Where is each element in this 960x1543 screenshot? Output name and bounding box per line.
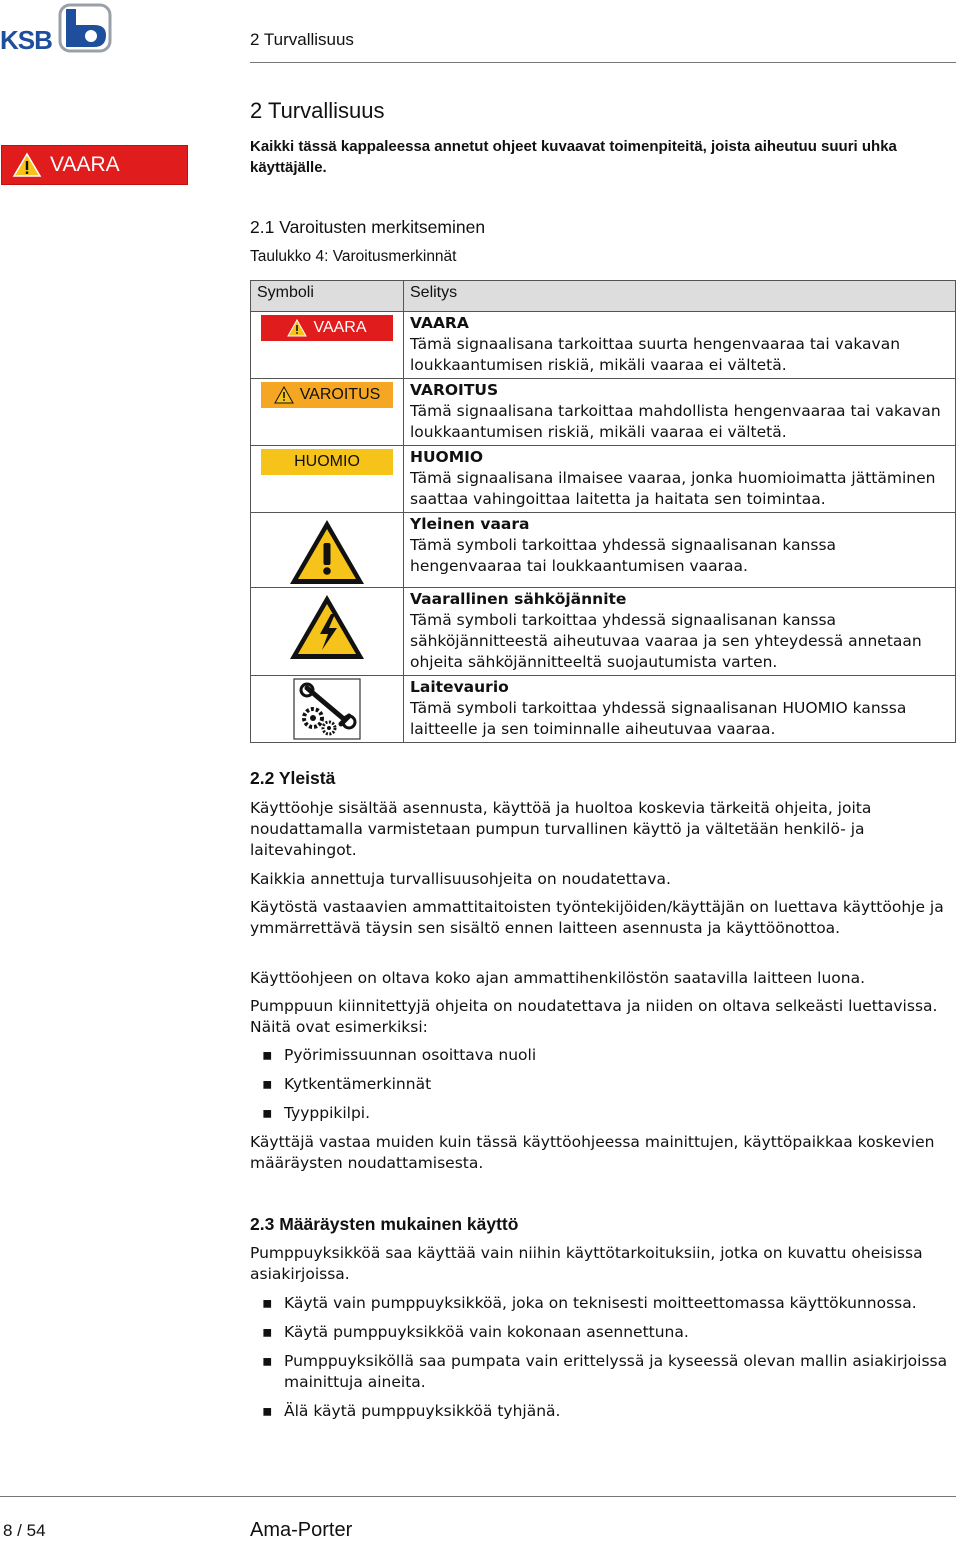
danger-label: VAARA (50, 153, 120, 176)
col-symbol-header: Symboli (251, 281, 404, 312)
section-2-1-title: 2.1 Varoitusten merkitseminen (250, 217, 486, 237)
section-2-2-p3: Käytöstä vastaavien ammattitaitoisten työntekijöiden/käyttäjän on luettava käyttöohje ja ymmärrettävä täysin sen sisältö ennen laitteen asennusta ja käyttöönottoa. (250, 898, 944, 937)
row-term: HUOMIO (410, 448, 484, 466)
general-danger-icon (287, 517, 367, 587)
product-name: Ama-Porter (250, 1519, 353, 1541)
row-term: Laitevaurio (410, 678, 509, 696)
section-2-2-p1: Käyttöohje sisältää asennusta, käyttöä ja huoltoa koskevia tärkeitä ohjeita, joita noudattamalla varmistetaan pumpun turvallinen käyttö ja vältetään henkilö- ja laitevahingot. (250, 799, 872, 859)
row-text: Tämä symboli tarkoittaa yhdessä signaalisanan kanssa sähköjännitteestä aiheutuvaa vaaraa ja sen yhteydessä annetaan ohjeita sähköjännitteeltä suojautumista varten. (410, 611, 922, 671)
table-row (251, 676, 956, 743)
machine-damage-icon (293, 678, 361, 740)
header-section-title: 2 Turvallisuus (250, 30, 354, 49)
warning-triangle-small-icon (274, 386, 294, 404)
huomio-chip (261, 449, 393, 475)
brand-name: KSB (0, 25, 52, 55)
vaara-chip (261, 315, 393, 341)
table-row (251, 312, 956, 379)
row-text: Tämä symboli tarkoittaa yhdessä signaalisanan kanssa hengenvaaraa tai loukkaantumisen vaaraa. (410, 536, 837, 575)
vaara-chip-label: VAARA (313, 319, 367, 336)
row-text: Tämä signaalisana ilmaisee vaaraa, jonka huomioimatta jättäminen saattaa vahingoittaa laitetta ja haitata sen toimintaa. (410, 469, 936, 508)
section-2-2-p2: Kaikkia annettuja turvallisuusohjeita on noudatettava. (250, 870, 671, 888)
table-row (251, 379, 956, 446)
table-header-row (251, 281, 956, 312)
section-2-title: 2 Turvallisuus (250, 98, 385, 123)
col-description-header: Selitys (404, 281, 956, 312)
varoitus-chip (261, 382, 393, 408)
warning-triangle-small-icon (287, 319, 307, 337)
danger-signal-box (1, 145, 188, 185)
row-text: Tämä symboli tarkoittaa yhdessä signaalisanan HUOMIO kanssa laitteelle ja sen toiminnalle aiheutuvaa vaaraa. (410, 699, 907, 738)
row-text: Tämä signaalisana tarkoittaa suurta hengenvaaraa tai vakavan loukkaantumisen riskiä, mikäli vaaraa ei vältetä. (410, 335, 901, 374)
footer-divider (0, 1496, 956, 1497)
section-2-2-p5: Pumppuun kiinnitettyjä ohjeita on noudatettava ja niiden on oltava selkeästi luettavissa. Näitä ovat esimerkiksi: (250, 997, 938, 1036)
varoitus-chip-label: VAROITUS (299, 386, 381, 403)
row-text: Tämä signaalisana tarkoittaa mahdollista hengenvaaraa tai vakavan loukkaantumisen riskiä, mikäli vaaraa ei vältetä. (410, 402, 941, 441)
section-2-2-p4: Käyttöohjeen on oltava koko ajan ammattihenkilöstön saatavilla laitteen luona. (250, 969, 866, 987)
section-2-3-p1: Pumppuyksikköä saa käyttää vain niihin käyttötarkoituksiin, jotka on kuvattu oheisissa asiakirjoissa. (250, 1244, 923, 1283)
row-term: Vaarallinen sähköjännite (410, 590, 627, 608)
row-term: VAROITUS (410, 381, 499, 399)
ksb-logo (0, 3, 112, 53)
row-term: VAARA (410, 314, 469, 332)
warning-signs-table (250, 280, 956, 743)
ksb-b-mark-icon (58, 3, 112, 53)
table-row (251, 446, 956, 513)
electrical-voltage-icon (287, 592, 367, 662)
table-row (251, 513, 956, 588)
warning-triangle-icon (12, 152, 42, 178)
section-2-2-p6: Käyttäjä vastaa muiden kuin tässä käyttöohjeessa mainittujen, käyttöpaikkaa koskevien määräysten noudattamisesta. (250, 1133, 935, 1172)
huomio-chip-label: HUOMIO (294, 453, 360, 470)
section-2-2-title: 2.2 Yleistä (250, 768, 336, 788)
page-number: 8 / 54 (3, 1521, 46, 1540)
section-2-lead: Kaikki tässä kappaleessa annetut ohjeet kuvaavat toimenpiteitä, joista aiheutuu suuri uhka käyttäjälle. (250, 138, 897, 176)
table-row (251, 588, 956, 676)
table-caption: Taulukko 4: Varoitusmerkinnät (250, 248, 457, 265)
row-term: Yleinen vaara (410, 515, 530, 533)
header-divider (250, 62, 956, 63)
section-2-3-title: 2.3 Määräysten mukainen käyttö (250, 1214, 519, 1234)
